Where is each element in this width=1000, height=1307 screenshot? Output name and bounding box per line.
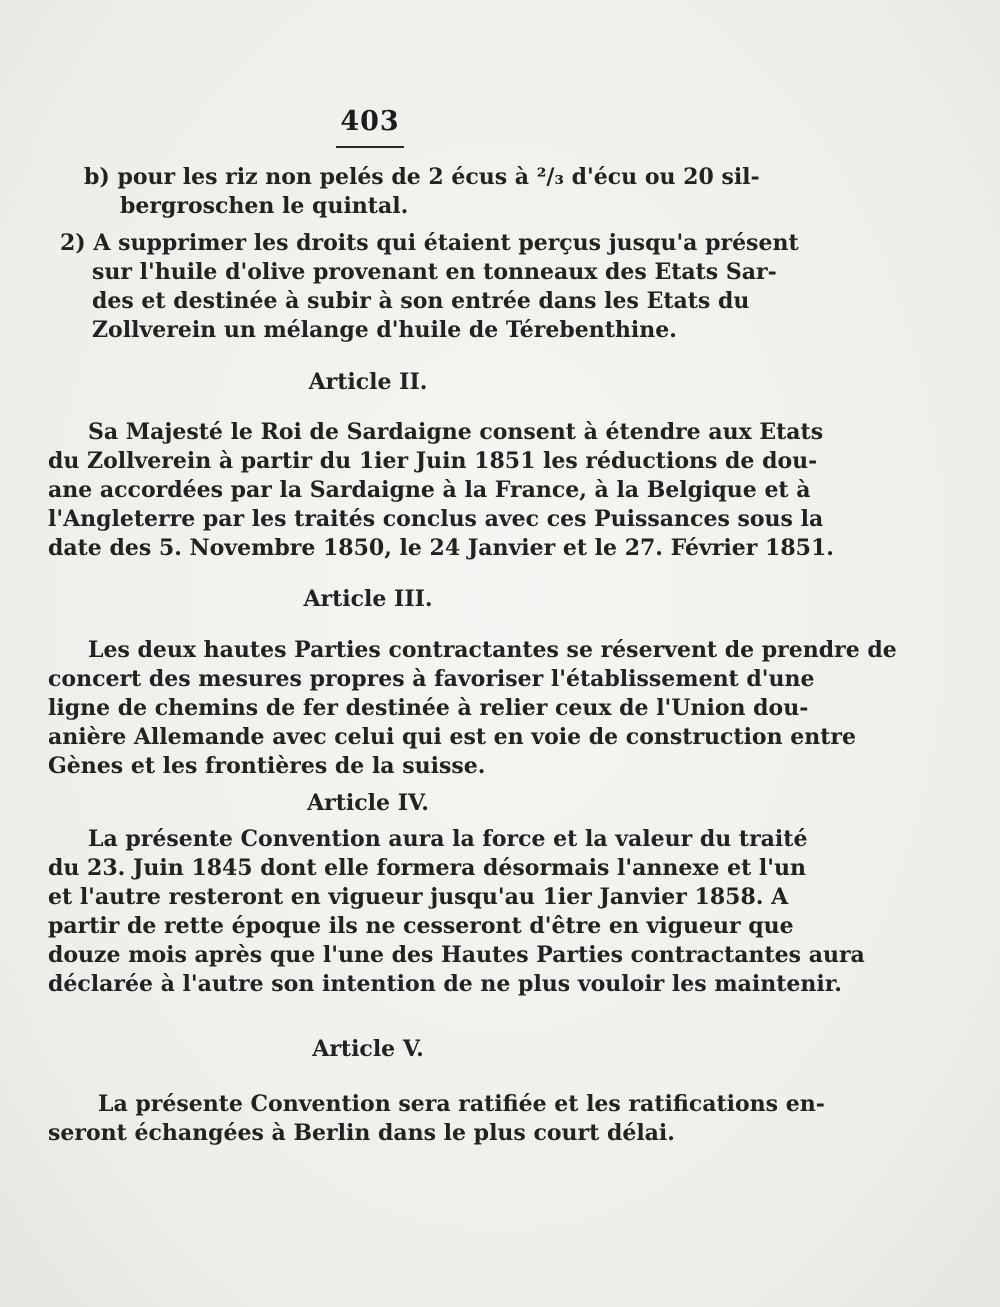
text-line: La présente Convention aura la force et la valeur du traité — [88, 826, 808, 852]
item-b-paragraph — [84, 163, 760, 221]
text-line: date des 5. Novembre 1850, le 24 Janvier et le 27. Février 1851. — [48, 535, 834, 561]
text-line: du 23. Juin 1845 dont elle formera désormais l'annexe et l'un — [48, 855, 807, 881]
text-line: et l'autre resteront en vigueur jusqu'au 1ier Janvier 1858. A — [48, 884, 789, 910]
text-line: douze mois après que l'une des Hautes Parties contractantes aura — [48, 942, 865, 968]
text-line: Sa Majesté le Roi de Sardaigne consent à étendre aux Etats — [88, 419, 824, 445]
page-number: 403 — [340, 106, 400, 137]
article-3-paragraph — [48, 636, 897, 781]
text-line: seront échangées à Berlin dans le plus court délai. — [48, 1120, 675, 1146]
text-line: Gènes et les frontières de la suisse. — [48, 753, 486, 779]
text-line: b) pour les riz non pelés de 2 écus à ²/₃ d'écu ou 20 sil- — [84, 164, 760, 190]
text-line: bergroschen le quintal. — [120, 193, 409, 219]
article-5-heading: Article V. — [312, 1036, 424, 1062]
article-4-heading: Article IV. — [307, 790, 429, 816]
article-4-paragraph — [48, 825, 865, 999]
text-line: Les deux hautes Parties contractantes se réservent de prendre de — [88, 637, 897, 663]
text-line: sur l'huile d'olive provenant en tonneaux des Etats Sar- — [92, 259, 777, 285]
text-line: concert des mesures propres à favoriser l'établissement d'une — [48, 666, 815, 692]
text-line: des et destinée à subir à son entrée dans les Etats du — [92, 288, 750, 314]
article-5-paragraph — [48, 1090, 825, 1148]
text-line: Zollverein un mélange d'huile de Térebenthine. — [92, 317, 677, 343]
text-line: l'Angleterre par les traités conclus avec ces Puissances sous la — [48, 506, 824, 532]
item-2-paragraph — [60, 229, 799, 345]
text-line: du Zollverein à partir du 1ier Juin 1851 les réductions de dou- — [48, 448, 818, 474]
text-line: ligne de chemins de fer destinée à relier ceux de l'Union dou- — [48, 695, 809, 721]
article-2-paragraph — [48, 418, 834, 563]
text-line: La présente Convention sera ratifiée et les ratifications en- — [98, 1091, 825, 1117]
text-line: anière Allemande avec celui qui est en voie de construction entre — [48, 724, 856, 750]
text-line: déclarée à l'autre son intention de ne plus vouloir les maintenir. — [48, 971, 842, 997]
text-line: ane accordées par la Sardaigne à la France, à la Belgique et à — [48, 477, 811, 503]
article-3-heading: Article III. — [303, 586, 433, 612]
page-number-rule — [336, 146, 404, 148]
text-line: partir de rette époque ils ne cesseront d'être en vigueur que — [48, 913, 794, 939]
text-line: 2) A supprimer les droits qui étaient perçus jusqu'a présent — [60, 230, 799, 256]
article-2-heading: Article II. — [308, 369, 428, 395]
